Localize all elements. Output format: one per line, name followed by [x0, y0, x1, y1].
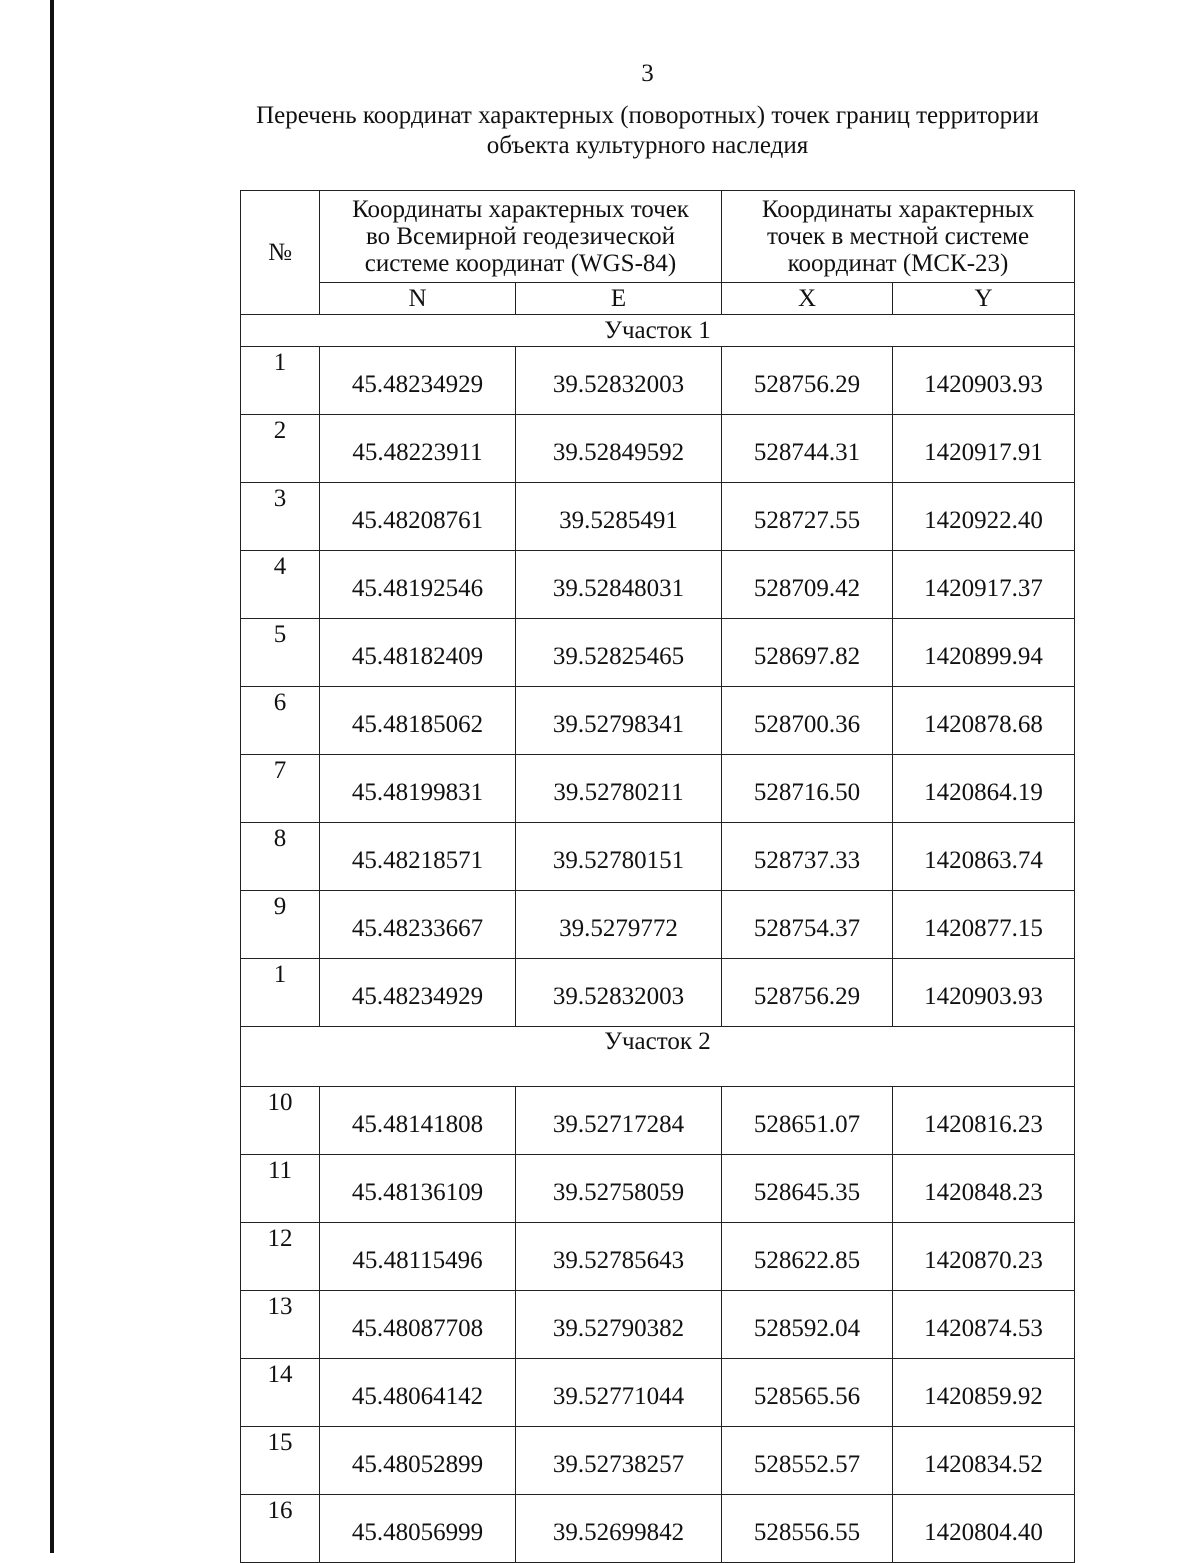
cell-x: 528622.85 — [722, 1223, 893, 1291]
cell-n: 45.48056999 — [320, 1495, 516, 1563]
cell-no: 14 — [241, 1359, 320, 1427]
coordinates-table — [240, 190, 1075, 1563]
cell-y: 1420848.23 — [893, 1155, 1075, 1223]
cell-e: 39.52758059 — [516, 1155, 722, 1223]
header-msk23-line-2: точек в местной системе — [766, 223, 1030, 250]
table-row — [241, 755, 1075, 823]
table-row — [241, 1495, 1075, 1563]
coordinates-table-body — [241, 315, 1075, 1563]
cell-n: 45.48192546 — [320, 551, 516, 619]
table-row — [241, 347, 1075, 415]
scan-edge-line — [50, 0, 54, 1553]
cell-e: 39.52790382 — [516, 1291, 722, 1359]
table-row — [241, 1359, 1075, 1427]
cell-y: 1420863.74 — [893, 823, 1075, 891]
table-row — [241, 551, 1075, 619]
cell-x: 528744.31 — [722, 415, 893, 483]
cell-y: 1420917.37 — [893, 551, 1075, 619]
cell-no: 1 — [241, 347, 320, 415]
cell-e: 39.5279772 — [516, 891, 722, 959]
cell-n: 45.48087708 — [320, 1291, 516, 1359]
section-title: Участок 2 — [241, 1027, 1075, 1087]
cell-e: 39.52699842 — [516, 1495, 722, 1563]
cell-x: 528645.35 — [722, 1155, 893, 1223]
cell-no: 6 — [241, 687, 320, 755]
cell-e: 39.52771044 — [516, 1359, 722, 1427]
header-msk23-line-3: координат (МСК-23) — [787, 250, 1009, 277]
cell-x: 528727.55 — [722, 483, 893, 551]
cell-y: 1420917.91 — [893, 415, 1075, 483]
header-e: E — [516, 283, 722, 315]
cell-x: 528754.37 — [722, 891, 893, 959]
cell-no: 2 — [241, 415, 320, 483]
cell-y: 1420903.93 — [893, 347, 1075, 415]
cell-no: 12 — [241, 1223, 320, 1291]
cell-n: 45.48233667 — [320, 891, 516, 959]
cell-n: 45.48199831 — [320, 755, 516, 823]
header-n: N — [320, 283, 516, 315]
cell-x: 528756.29 — [722, 347, 893, 415]
table-row — [241, 1291, 1075, 1359]
cell-no: 7 — [241, 755, 320, 823]
cell-no: 1 — [241, 959, 320, 1027]
cell-n: 45.48185062 — [320, 687, 516, 755]
table-row — [241, 483, 1075, 551]
cell-no: 3 — [241, 483, 320, 551]
cell-no: 9 — [241, 891, 320, 959]
cell-y: 1420922.40 — [893, 483, 1075, 551]
table-row — [241, 687, 1075, 755]
header-wgs84-line-2: во Всемирной геодезической — [365, 223, 676, 250]
cell-n: 45.48064142 — [320, 1359, 516, 1427]
cell-no: 13 — [241, 1291, 320, 1359]
cell-e: 39.52780151 — [516, 823, 722, 891]
cell-e: 39.52825465 — [516, 619, 722, 687]
section-title: Участок 1 — [241, 315, 1075, 347]
cell-e: 39.52832003 — [516, 959, 722, 1027]
cell-y: 1420903.93 — [893, 959, 1075, 1027]
cell-e: 39.52798341 — [516, 687, 722, 755]
cell-no: 5 — [241, 619, 320, 687]
header-msk23-line-1: Координаты характерных — [761, 196, 1035, 223]
cell-n: 45.48208761 — [320, 483, 516, 551]
cell-x: 528697.82 — [722, 619, 893, 687]
cell-e: 39.52738257 — [516, 1427, 722, 1495]
cell-x: 528716.50 — [722, 755, 893, 823]
cell-e: 39.52780211 — [516, 755, 722, 823]
header-wgs84 — [320, 191, 722, 283]
document-title-line-2: объекта культурного наследия — [486, 132, 809, 159]
cell-no: 8 — [241, 823, 320, 891]
page-number: 3 — [641, 60, 654, 87]
table-row — [241, 619, 1075, 687]
section-row — [241, 315, 1075, 347]
header-y: Y — [893, 283, 1075, 315]
table-row — [241, 1155, 1075, 1223]
cell-e: 39.52849592 — [516, 415, 722, 483]
table-row — [241, 1087, 1075, 1155]
cell-y: 1420874.53 — [893, 1291, 1075, 1359]
cell-no: 11 — [241, 1155, 320, 1223]
cell-no: 16 — [241, 1495, 320, 1563]
section-row — [241, 1027, 1075, 1087]
cell-y: 1420834.52 — [893, 1427, 1075, 1495]
cell-y: 1420816.23 — [893, 1087, 1075, 1155]
header-number: № — [241, 191, 320, 315]
cell-e: 39.52717284 — [516, 1087, 722, 1155]
cell-e: 39.5285491 — [516, 483, 722, 551]
cell-x: 528552.57 — [722, 1427, 893, 1495]
document-title — [200, 101, 1095, 161]
cell-n: 45.48115496 — [320, 1223, 516, 1291]
cell-x: 528709.42 — [722, 551, 893, 619]
cell-y: 1420877.15 — [893, 891, 1075, 959]
cell-n: 45.48223911 — [320, 415, 516, 483]
table-row — [241, 891, 1075, 959]
cell-x: 528565.56 — [722, 1359, 893, 1427]
cell-x: 528651.07 — [722, 1087, 893, 1155]
cell-no: 4 — [241, 551, 320, 619]
cell-n: 45.48234929 — [320, 959, 516, 1027]
cell-e: 39.52832003 — [516, 347, 722, 415]
cell-y: 1420859.92 — [893, 1359, 1075, 1427]
header-msk23 — [722, 191, 1075, 283]
cell-no: 10 — [241, 1087, 320, 1155]
header-x: X — [722, 283, 893, 315]
cell-x: 528700.36 — [722, 687, 893, 755]
cell-n: 45.48052899 — [320, 1427, 516, 1495]
table-row — [241, 1223, 1075, 1291]
cell-y: 1420864.19 — [893, 755, 1075, 823]
cell-no: 15 — [241, 1427, 320, 1495]
table-row — [241, 415, 1075, 483]
header-wgs84-line-3: системе координат (WGS-84) — [364, 250, 677, 277]
cell-n: 45.48141808 — [320, 1087, 516, 1155]
cell-n: 45.48234929 — [320, 347, 516, 415]
table-row — [241, 823, 1075, 891]
cell-n: 45.48136109 — [320, 1155, 516, 1223]
cell-y: 1420870.23 — [893, 1223, 1075, 1291]
cell-x: 528556.55 — [722, 1495, 893, 1563]
cell-y: 1420899.94 — [893, 619, 1075, 687]
header-wgs84-line-1: Координаты характерных точек — [352, 196, 689, 223]
cell-x: 528592.04 — [722, 1291, 893, 1359]
document-title-line-1: Перечень координат характерных (поворотных) точек границ территории — [256, 102, 1039, 129]
table-row — [241, 1427, 1075, 1495]
cell-y: 1420804.40 — [893, 1495, 1075, 1563]
cell-n: 45.48182409 — [320, 619, 516, 687]
cell-e: 39.52785643 — [516, 1223, 722, 1291]
cell-e: 39.52848031 — [516, 551, 722, 619]
table-row — [241, 959, 1075, 1027]
cell-n: 45.48218571 — [320, 823, 516, 891]
cell-x: 528737.33 — [722, 823, 893, 891]
cell-x: 528756.29 — [722, 959, 893, 1027]
cell-y: 1420878.68 — [893, 687, 1075, 755]
